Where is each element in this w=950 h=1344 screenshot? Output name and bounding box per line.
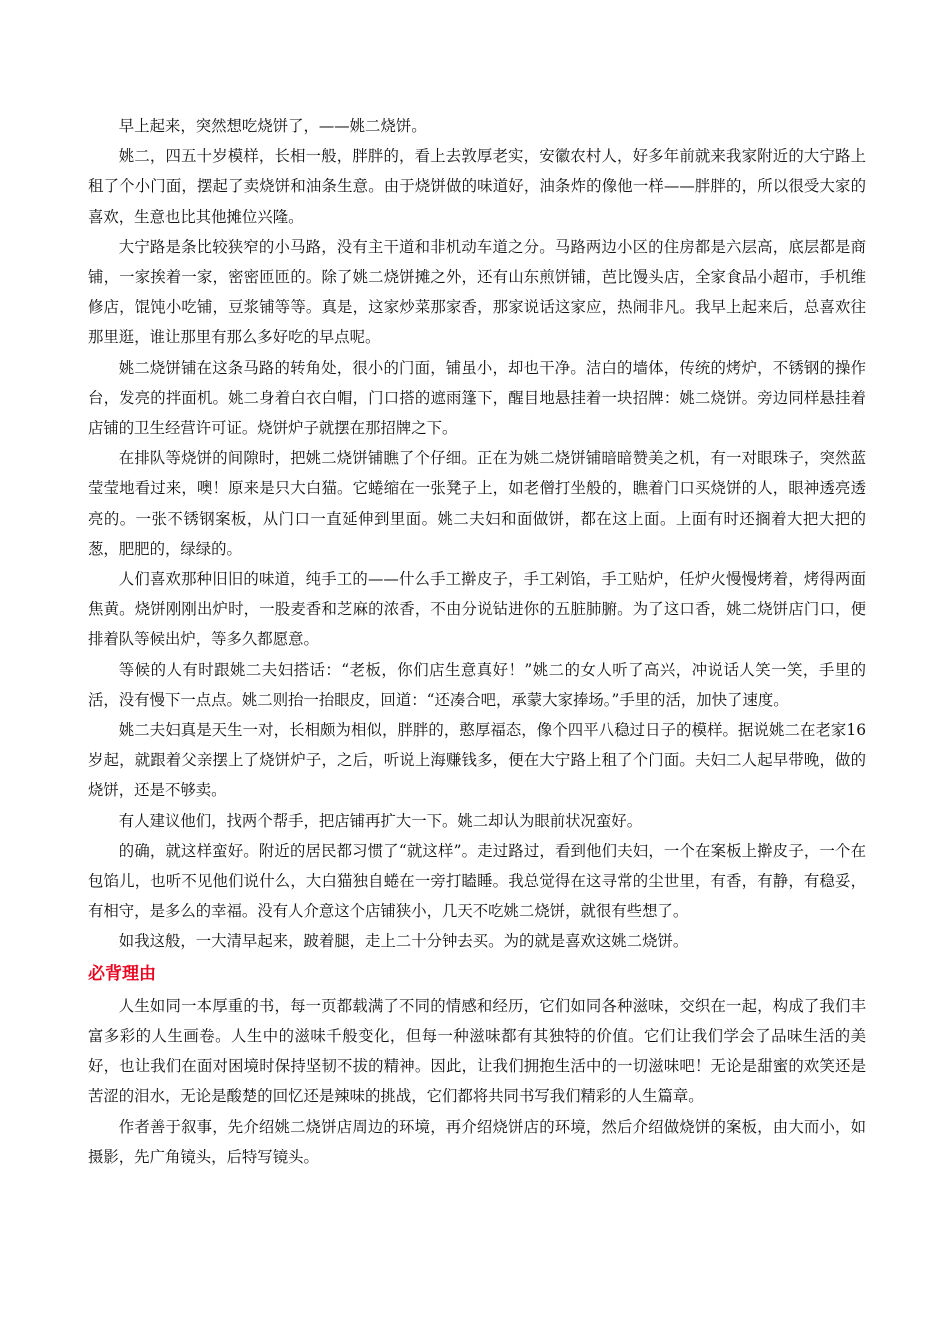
reason-section	[88, 957, 866, 1172]
essay-paragraph-3: 大宁路是条比较狭窄的小马路，没有主干道和非机动车道之分。马路两边小区的住房都是六层高，底层都是商铺，一家挨着一家，密密匝匝的。除了姚二烧饼摊之外，还有山东煎饼铺，芭比馒头店，全家食品小超市，手机维修店，馄饨小吃铺，豆浆铺等等。真是，这家炒菜那家香，那家说话这家应，热闹非凡。我早上起来后，总喜欢往那里逛，谁让那里有那么多好吃的早点呢。	[88, 237, 866, 347]
essay-paragraph-7: 等候的人有时跟姚二夫妇搭话：“老板，你们店生意真好！”姚二的女人听了高兴，冲说话人笑一笑，手里的活，没有慢下一点点。姚二则抬一抬眼皮，回道：“还凑合吧，承蒙大家捧场。”手里的活，加快了速度。	[88, 660, 866, 709]
essay-paragraph-2: 姚二，四五十岁模样，长相一般，胖胖的，看上去敦厚老实，安徽农村人，好多年前就来我家附近的大宁路上租了个小门面，摆起了卖烧饼和油条生意。由于烧饼做的味道好，油条炸的像他一样——胖胖的，所以很受大家的喜欢，生意也比其他摊位兴隆。	[88, 147, 866, 226]
essay-paragraph-9: 有人建议他们，找两个帮手，把店铺再扩大一下。姚二却认为眼前状况蛮好。	[118, 811, 643, 830]
essay-body	[88, 111, 866, 957]
reason-paragraph-2: 作者善于叙事，先介绍姚二烧饼店周边的环境，再介绍烧饼店的环境，然后介绍做烧饼的案板，由大而小，如摄影，先广角镜头，后特写镜头。	[88, 1117, 866, 1166]
essay-paragraph-1: 早上起来，突然想吃烧饼了，——姚二烧饼。	[118, 117, 427, 135]
essay-paragraph-8: 姚二夫妇真是天生一对，长相颇为相似，胖胖的，憨厚福态，像个四平八稳过日子的模样。据说姚二在老家16岁起，就跟着父亲摆上了烧饼炉子，之后，听说上海赚钱多，便在大宁路上租了个门面。夫妇二人起早带晚，做的烧饼，还是不够卖。	[88, 721, 866, 800]
section-heading: 必背理由	[88, 963, 156, 984]
essay-paragraph-4: 姚二烧饼铺在这条马路的转角处，很小的门面，铺虽小，却也干净。洁白的墙体，传统的烤炉，不锈钢的操作台，发亮的拌面机。姚二身着白衣白帽，门口搭的遮雨篷下，醒目地悬挂着一块招牌：姚二烧饼。旁边同样悬挂着店铺的卫生经营许可证。烧饼炉子就摆在那招牌之下。	[88, 358, 866, 438]
essay-paragraph-11: 如我这般，一大清早起来，跛着腿，走上二十分钟去买。为的就是喜欢这姚二烧饼。	[118, 932, 689, 951]
essay-paragraph-5: 在排队等烧饼的间隙时，把姚二烧饼铺瞧了个仔细。正在为姚二烧饼铺暗暗赞美之机，有一对眼珠子，突然蓝莹莹地看过来，噢！原来是只大白猫。它蜷缩在一张凳子上，如老僧打坐般的，瞧着门口买烧饼的人，眼神透亮透亮的。一张不锈钢案板，从门口一直延伸到里面。姚二夫妇和面做饼，都在这上面。上面有时还搁着大把大把的葱，肥肥的，绿绿的。	[88, 449, 866, 558]
essay-paragraph-10: 的确，就这样蛮好。附近的居民都习惯了“就这样”。走过路过，看到他们夫妇，一个在案板上擀皮子，一个在包馅儿，也听不见他们说什么，大白猫独自蜷在一旁打瞌睡。我总觉得在这寻常的尘世里，有香，有静，有稳妥，有相守，是多么的幸福。没有人介意这个店铺狭小，几天不吃姚二烧饼，就很有些想了。	[88, 841, 866, 921]
document-page	[88, 111, 866, 1172]
reason-paragraph-1: 人生如同一本厚重的书，每一页都载满了不同的情感和经历，它们如同各种滋味，交织在一起，构成了我们丰富多彩的人生画卷。人生中的滋味千般变化，但每一种滋味都有其独特的价值。它们让我们学会了品味生活的美好，也让我们在面对困境时保持坚韧不拔的精神。因此，让我们拥抱生活中的一切滋味吧！无论是甜蜜的欢笑还是苦涩的泪水，无论是酸楚的回忆还是辣味的挑战，它们都将共同书写我们精彩的人生篇章。	[88, 996, 866, 1106]
essay-paragraph-6: 人们喜欢那种旧旧的味道，纯手工的——什么手工擀皮子，手工剁馅，手工贴炉，任炉火慢慢烤着，烤得两面焦黄。烧饼刚刚出炉时，一股麦香和芝麻的浓香，不由分说钻进你的五脏肺腑。为了这口香，姚二烧饼店门口，便排着队等候出炉，等多久都愿意。	[88, 570, 866, 649]
